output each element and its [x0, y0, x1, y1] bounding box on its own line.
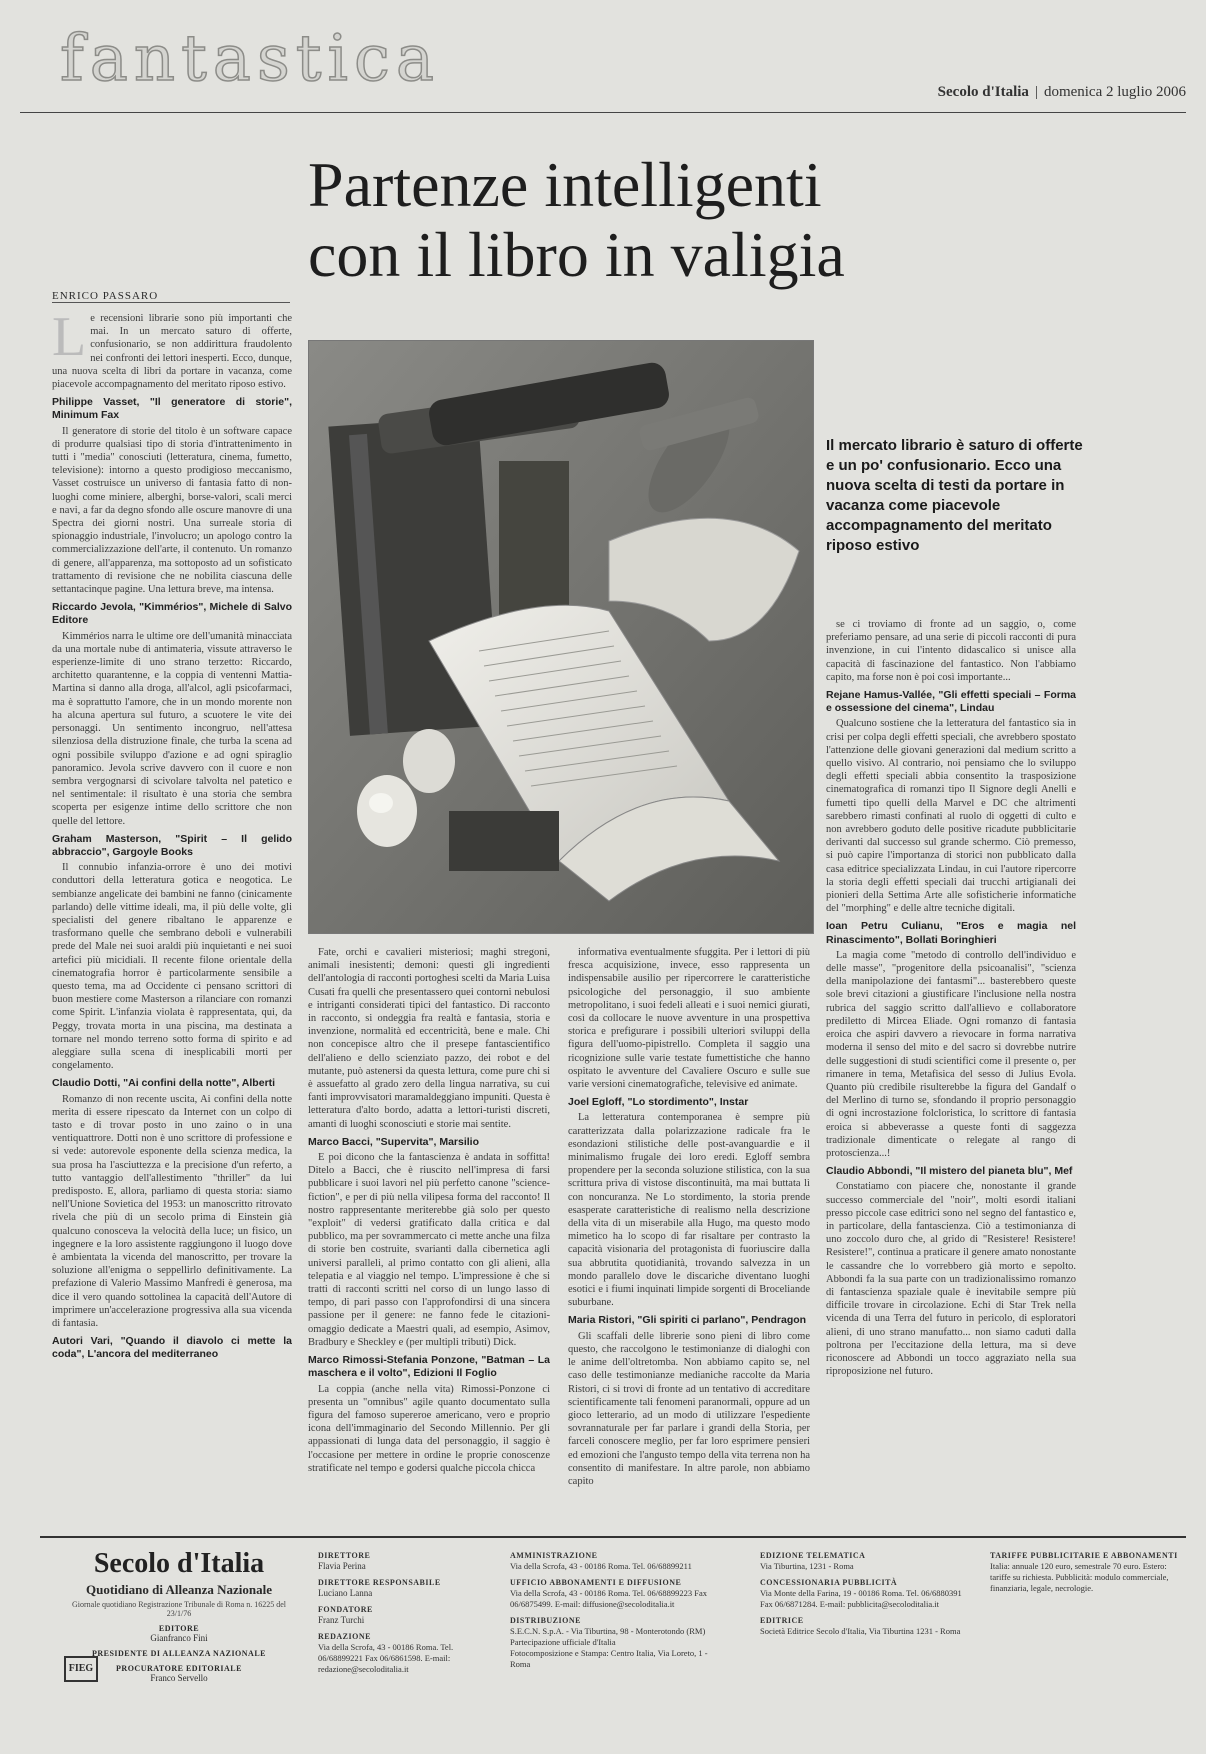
article-paragraph: La coppia (anche nella vita) Rimossi-Ponzone ci presenta un "omnibus" agile quanto documentato sulla figura del famoso supereroe americano, vero e proprio icona dell'immaginario del Secondo Millennio. Per gli appassionati di lunga data del personaggio, il saggio è l'occasione per mettere in ordine le proprie conoscenze stratificate nel tempo e godersi qualche piccola chicca — [308, 1383, 550, 1474]
book-title: Rejane Hamus-Vallée, "Gli effetti speciali – Forma e ossessione del cinema", Lindau — [826, 689, 1076, 715]
books-illustration — [309, 341, 813, 933]
article-paragraph: E poi dicono che la fantascienza è andata in soffitta! Ditelo a Bacci, che è riuscito nell'impresa di farsi pubblicare i suoi lavori nel più perfetto canone "science-fiction", e per di più nella vilipesa forma del racconto! Il nostro rappresentante meriterebbe già solo per questo "exploit" di vedersi gratificato dalla critica e dal pubblico, ma per sovrammercato ci mette anche una filza di storie ben costruite, svarianti dalla cibernetica agli universi paralleli, al primo contatto con gli alieni, alla telepatia e al viaggio nel tempo. L'impressione è che si tratti di racconti scritti nel corso di un lungo lasso di tempo, di pari passo con l'approfondirsi di una sincera passione per il genere: ne fanno fede le citazioni-omaggio dedicate a Maestri quali, ad esempio, Asimov, Bradbury e Sheckley e (per multipli tributi) Dick. — [308, 1152, 550, 1348]
article-paragraph: Qualcuno sostiene che la letteratura del fantastico sia in crisi per colpa degli effetti speciali, che avrebbero spostato l'attenzione delle giovani generazioni dal medium scritto a quello visivo. Al contrario, noi pensiamo che lo sviluppo degli effetti speciali abbia consentito la trasposizione cinematografica di romanzi tipo Il Signore degli Anelli e fumetti tipo quelli della Marvel e DC che altrimenti sarebbero rimasti confinati al ruolo di oggetti di culto e non avrebbero goduto delle positive ricadute pubblicitarie derivanti dal successo sul grande schermo. Ciò premesso, si può capire l'importanza di storici non pubblicato dalla casa editrice specializzata Lindau, in cui l'autore ripercorre la storia degli effetti speciali dai trucchi artigianali dei pionieri della Settima Arte alle sofisticherie informatiche del "morphing" e delle altre tecniche digitali. — [826, 718, 1076, 915]
article-paragraph: informativa eventualmente sfuggita. Per i lettori di più fresca acquisizione, invece, esso rappresenta un indispensabile ausilio per ripercorrere le caratteristiche psicologiche del personaggio, il suo ambiente metropolitano, i suoi fedeli alleati e i suoi nemici giurati, così da collocare le nuove avventure in una prospettiva storica e prefigurare i possibili ulteriori sviluppi della figura dell'uomo-pipistrello. Completa il saggio una ricognizione sulle varie testate fumettistiche che hanno ospitato le avventure del Cavaliere Oscuro e sulle sue varie versioni cinematografiche, televisive ed animate. — [568, 947, 810, 1091]
direttore-role: DIRETTORE — [318, 1551, 371, 1560]
article-paragraph: Constatiamo con piacere che, nonostante il grande successo commerciale del "noir", molti esordi italiani presso piccole case editrici sono nel segno del fantastico e, in particolare, della fantascienza. Ciò a testimonianza di uno zoccolo duro che, al grido di "Resistere! Resistere! Resistere!", continua a praticare il genere amato nonostante le cassandre che lo vorrebbero già morto e sepolto. Abbondi fa la sua parte con un tradizionalissimo romanzo di fantascienza spaziale quale è inevitabile sempre più difficile trovare in circolazione. Echi di Star Trek nella vicenda di una Terra del futuro in pericolo, di esploratori alieni, di uno strano manufatto... non siamo caduti dalla poltrona per l'eccitazione della lettura, ma si deve riconoscere ad Abbondi un tocco aggraziato nella sua riproposizione nel futuro. — [826, 1181, 1076, 1378]
colophon-rates — [990, 1550, 1180, 1594]
article-paragraph: e recensioni librarie sono più importanti che mai. In un mercato saturo di offerte, confusionario, se non addirittura fraudolento nei confronti dei lettori inesperti. Ecco, dunque, una nuova scelta di libri da portare in vacanza, come piacevole accompagnamento del meritato riposo estivo. — [52, 313, 292, 391]
book-title: Claudio Dotti, "Ai confini della notte", Alberti — [52, 1077, 276, 1090]
article-paragraph: Romanzo di non recente uscita, Ai confini della notte merita di essere ripescato da Internet con un colpo di tasto e di trovar posto in uno zaino o in una ventiquattrore. Dotti non è uno scrittore di professione e si vede: autorevole esponente della scienza medica, la sua prosa ha l'asciuttezza e la precisione d'un referto, a tutto vantaggio dell'allestimento "thriller" da lui predisposto. E, allora, parliamo di questa storia: siamo nell'Unione Sovietica del 1953: un manoscritto ritrovato rivela che più di un secolo prima di Einstein già qualcuno conosceva la velocità della luce; un fisico, un ingegnere e la loro assistente raggiungono il luogo dove è ambientata la vicenda del manoscritto, per trovare la soluzione all'enigma o seppellirlo definitivamente. La prefazione di Valerio Massimo Manfredi è generosa, ma dice il vero quando sottolinea la capacità dell'Autore di imprimere un'accelerazione progressiva alla sua vicenda di fantasia. — [52, 1093, 292, 1330]
article-paragraph: La letteratura contemporanea è sempre più caratterizzata dalla polarizzazione radicale fra le esondazioni stilistiche delle post-avanguardie e il minimalismo frugale dei loro eredi. Egloff sembra propendere per la seconda soluzione stilistica, con la sua scrittura priva di vistose discontinuità, ma mai buttata lì con noncuranza. Ne Lo stordimento, la storia prende esasperate caratteristiche di realismo nella descrizione della vita di un miserabile alla Hugo, ma questo modo mimetico ha lo scopo di far risaltare per contrasto la capacità visionaria del protagonista di fuoriuscire dalla sua abbrutita quotidianità, trovando salvezza in un mondo parallelo dove le discariche diventano luoghi esotici e i fiumi inquinati limpide sorgenti di Broceliande suburbane. — [568, 1112, 810, 1309]
redazione-text: Via della Scrofa, 43 - 00186 Roma. Tel. 06/68899221 Fax 06/6861598. E-mail: redazione@secoloditalia.it — [318, 1642, 454, 1674]
article-headline — [308, 150, 1188, 290]
issue-date: domenica 2 luglio 2006 — [1043, 84, 1186, 100]
dir-resp-name: Luciano Lanna — [318, 1588, 373, 1598]
pubblicita-role: CONCESSIONARIA PUBBLICITÀ — [760, 1578, 898, 1587]
direttore-name: Flavia Perina — [318, 1561, 366, 1571]
book-title: Autori Vari, "Quando il diavolo ci mette la coda", L'ancora del mediterraneo — [52, 1335, 292, 1361]
registration: Giornale quotidiano Registrazione Tribunale di Roma n. 16225 del 23/1/76 — [72, 1600, 286, 1618]
ufficio-role: UFFICIO ABBONAMENTI E DIFFUSIONE — [510, 1578, 682, 1587]
tariffe-role: TARIFFE PUBBLICITARIE E ABBONAMENTI — [990, 1551, 1178, 1560]
procuratore-name: Franco Servello — [150, 1673, 208, 1683]
drop-cap: L — [52, 312, 87, 368]
book-title: Joel Egloff, "Lo stordimento", Instar — [568, 1096, 749, 1109]
stampa-text: Via Tiburtina, 1231 - Roma — [760, 1561, 854, 1571]
fondatore-name: Franz Turchi — [318, 1615, 365, 1625]
section-title: fantastica — [60, 22, 440, 96]
column-2 — [308, 946, 550, 1506]
tariffe-text: Italia: annuale 120 euro, semestrale 70 euro. Estero: tariffe su richiesta. Pubblicità: modulo commerciale, finanziaria, legale, necrologie. — [990, 1561, 1169, 1593]
column-4 — [826, 618, 1076, 1506]
headline-line-2: con il libro in valigia — [308, 219, 845, 290]
book-title: Claudio Abbondi, "Il mistero del pianeta blu", Mef — [826, 1165, 1073, 1178]
book-title: Marco Rimossi-Stefania Ponzone, "Batman – La maschera e il volto", Edizioni Il Foglio — [308, 1354, 550, 1380]
book-title: Maria Ristori, "Gli spiriti ci parlano", Pendragon — [568, 1314, 807, 1327]
colophon-direction — [318, 1550, 458, 1675]
column-1 — [52, 312, 292, 1508]
separator: | — [1034, 84, 1038, 100]
book-title: Ioan Petru Culianu, "Eros e magia nel Rinascimento", Bollati Boringhieri — [826, 920, 1076, 946]
redazione-role: REDAZIONE — [318, 1632, 371, 1641]
paper-tagline: Quotidiano di Alleanza Nazionale — [86, 1582, 272, 1597]
column-3 — [568, 946, 810, 1506]
small-book — [449, 811, 559, 871]
pubblicita-text: Via Monte della Farina, 19 - 00186 Roma. Tel. 06/6880391 Fax 06/6871284. E-mail: pubblicita@secoloditalia.it — [760, 1588, 962, 1609]
fotocomposizione-text: Fotocomposizione e Stampa: Centro Italia, Via Loreto, 1 - Roma — [510, 1648, 708, 1669]
book-title: Riccardo Jevola, "Kimmérios", Michele di Salvo Editore — [52, 601, 292, 627]
procuratore-role: PROCURATORE EDITORIALE — [116, 1664, 242, 1673]
presidente-role: PRESIDENTE DI ALLEANZA NAZIONALE — [91, 1649, 267, 1658]
paper-name: Secolo d'Italia — [937, 84, 1029, 100]
colophon — [40, 1536, 1186, 1728]
article-photo — [308, 340, 814, 934]
article-paragraph: Gli scaffali delle librerie sono pieni di libro come questo, che raccolgono le testimonianze di dialoghi con le anime dell'oltretomba. Non abbiamo capito se, nel caso delle testimonianze medianiche raccolte da Maria Ristori, ci si trovi di fronte ad un tentativo di accreditare scientificamente tali fenomeni paranormali, oppure ad un gioco letterario, ad un modo di utilizzare l'espediente sovrannaturale per far parlare i grandi della Storia, per farceli conoscere meglio, per far loro esprimere pensieri ed emozioni che l'angusto tempo della vita terrena non ha consentito di manifestare. In altre parole, non abbiamo capito — [568, 1330, 810, 1487]
book-title: Graham Masterson, "Spirit – Il gelido abbraccio", Gargoyle Books — [52, 832, 292, 858]
article-paragraph: Kimmérios narra le ultime ore dell'umanità minacciata da una mortale nube di antimateria, vissute attraverso le esperienze-limite di uno strano terzetto: Riccardo, architetto quarantenne, e la coppia di ventenni Mattia-Martina si danno alla droga, all'alcol, agli psicofarmaci, ma è soprattutto l'amore, che in un mondo morente non ha alcuna apertura sul futuro, a scuotere le vite dei personaggi. Un sentimento incongruo, nell'attesa silenziosa della distruzione finale, che turba la scena ad ogni possibile sviluppo d'azione e ad ogni spiraglio panoramico. Jevola scrive davvero con il cuore e non sembra vergognarsi di scivolare talvolta nel patetico e nel sentimentale: il risultato è una storia che sembra scoperta per esigenze intime dello scrittore che non quelle del lettore. — [52, 630, 292, 827]
article-paragraph: La magia come "metodo di controllo dell'individuo e delle masse", "progenitore della psicoanalisi", "scienza della manipolazione dei fantasmi"... basterebbero queste sole brevi citazioni a giustificare l'inclusione nella nostra rubrica del saggio scritto dall'allievo e collaboratore prediletto di Mircea Eliade. Ogni romanzo di fantasia eroica che aspiri davvero a rievocare in forma narrativa moderna il senso del mito e del sacro si dovrebbe nutrire delle suggestioni di studi scientifici come il presente o, per rimanere in tema, Metafisica del sesso di Julius Evola. Quanto più credibile risulterebbe la figura del Gandalf o del Merlino di turno se, sfondando il proprio personaggio di ogni incrostazione folcloristica, lo scrittore di fantasia eroica si abbeverasse a queste fonti di saggezza tradizionale dimenticate o relegate al rango di protoscienza...! — [826, 949, 1076, 1159]
headline-line-1: Partenze intelligenti — [308, 149, 822, 220]
article-paragraph: Il connubio infanzia-orrore è uno dei motivi conduttori della letteratura gotica e neogotica. Le sembianze angelicate dei bambini ne fanno (cinicamente parlando) delle vittime ideali, ma, il più delle volte, gli specialisti del genere ribaltano le apparenze e trasformano quelle che sembrano deboli e vulnerabili prede del Male nei suoi araldi più inquietanti e nei suoi artefici più micidiali. Il recente filone orientale della cinematografia horror è particolarmente sensibile a questo tema, ma ad Occidente ci pensano scrittori di buon mestiere come Masterson a rilanciare con romanzi come Spirit. L'infanzia violata è rappresentata, qui, da Peggy, trovata morta in una piscina, ma destinata a tornare nel mondo terreno sotto forma di spirito e ad aleggiare sulla scena di inesplicabili morti per congelamento. — [52, 862, 292, 1072]
article-paragraph: se ci troviamo di fronte ad un saggio, o, come preferiamo pensare, ad una serie di piccoli racconti di pura invenzione, in cui l'intento didascalico si unisce alla capacità di fascinazione del fantastico. Non l'abbiamo capito, ma forse non è poi così importante... — [826, 619, 1076, 683]
top-rule — [20, 112, 1186, 113]
book-title: Philippe Vasset, "Il generatore di storie", Minimum Fax — [52, 396, 292, 422]
distribuzione-text: S.E.C.N. S.p.A. - Via Tiburtina, 98 - Monterotondo (RM) — [510, 1626, 706, 1636]
fieg-logo: FIEG — [64, 1656, 98, 1682]
amministrazione-role: AMMINISTRAZIONE — [510, 1551, 598, 1560]
dir-resp-role: DIRETTORE RESPONSABILE — [318, 1578, 441, 1587]
fondatore-role: FONDATORE — [318, 1605, 373, 1614]
editrice-text: Società Editrice Secolo d'Italia, Via Tiburtina 1231 - Roma — [760, 1626, 961, 1636]
stampa-role: EDIZIONE TELEMATICA — [760, 1551, 866, 1560]
editore-role: EDITORE — [158, 1624, 200, 1633]
partecipazione-text: Partecipazione ufficiale d'Italia — [510, 1637, 616, 1647]
editrice-role: EDITRICE — [760, 1616, 804, 1625]
byline: ENRICO PASSARO — [52, 290, 290, 303]
article-paragraph: Fate, orchi e cavalieri misteriosi; maghi stregoni, animali inesistenti; demoni: questi gli ingredienti dell'antologia di racconti portoghesi scelti da Maria Luisa Cusati fra quelli che presentassero quei contorni nebulosi e intriganti considerati tipici del fantastico. Di racconto in racconto, si ondeggia fra realtà e fantasia, storia e invenzione, normalità ed eccentricità, bene e male. Chi non concepisce altro che il presepe fantascientifico dell'alieno e dello scienziato pazzo, dei robot e del mutante, può astenersi da questa lettura, come pure chi si è assuefatto al grado zero della lingua narrativa, su cui fanti improvvisatori maramaldeggiano impuniti. Questa è letteratura d'alto bordo, adatta a lettori-turisti discreti, amanti di luoghi sconosciuti e storie mai sentite. — [308, 947, 550, 1130]
amministrazione-text: Via della Scrofa, 43 - 00186 Roma. Tel. 06/68899211 — [510, 1561, 692, 1571]
article-standfirst: Il mercato librario è saturo di offerte e un po' confusionario. Ecco una nuova scelta di testi da portare in vacanza come piacevole accompagnamento del meritato riposo estivo — [826, 437, 1083, 554]
article-paragraph: Il generatore di storie del titolo è un software capace di produrre qualsiasi tipo di storia d'intrattenimento in tutti i "media" conosciuti (letteratura, cinema, fumetto, televisione): intorno a questo prodigioso meccanismo, Vasset costruisce un universo di fantasia fatto di non-luoghi come miniere, alberghi, borse-valori, scali merci e navi, a far da degno sfondo alle oscure manovre di una Spectra dei giorni nostri. Una surreale storia di spionaggio industriale, l'involucro; un apologo contro la commercializzazione dell'arte, il contenuto. Un romanzo di genere, all'apparenza, ma sottoposto ad un sofisticato trattamento di revisione che ne nobilita ciascuna delle settantacinque pagine. Una lettura breve, ma intensa. — [52, 425, 292, 596]
ufficio-text: Via della Scrofa, 43 - 00186 Roma. Tel. 06/68899223 Fax 06/6875499. E-mail: diffusione@secoloditalia.it — [510, 1588, 708, 1609]
distribuzione-role: DISTRIBUZIONE — [510, 1616, 581, 1625]
book-title: Marco Bacci, "Supervita", Marsilio — [308, 1135, 480, 1148]
editore-name: Gianfranco Fini — [150, 1633, 208, 1643]
paper-logo: Secolo d'Italia — [93, 1548, 265, 1579]
page-masthead — [938, 84, 1186, 101]
colophon-publishing — [760, 1550, 970, 1637]
colophon-brand — [64, 1548, 294, 1683]
colophon-admin — [510, 1550, 710, 1670]
